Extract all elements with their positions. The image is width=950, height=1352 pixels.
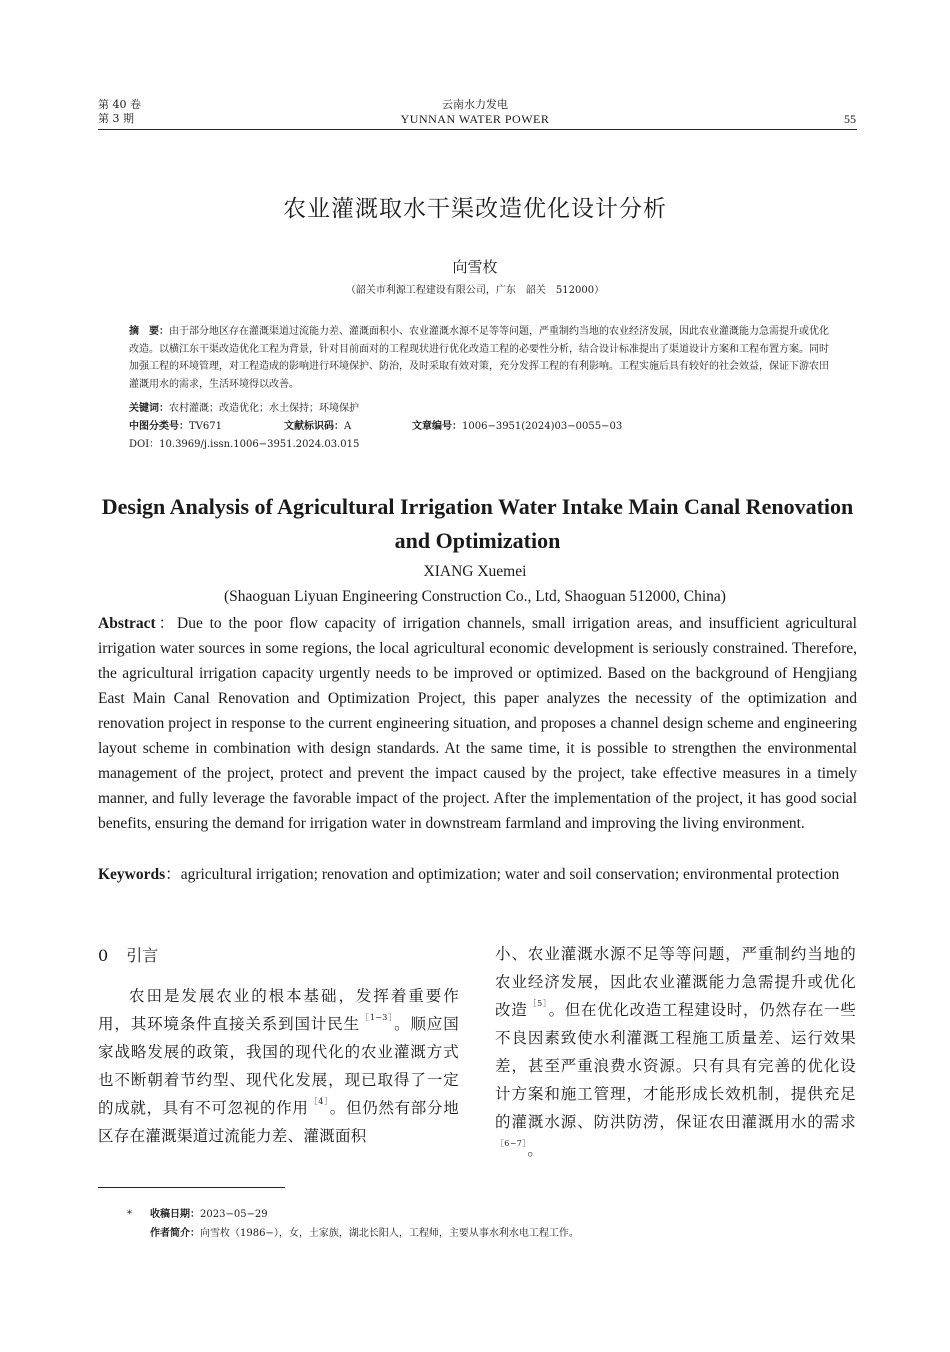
keywords-en-label: Keywords	[98, 866, 166, 883]
body-column-right	[495, 940, 856, 1164]
abstract-en-text: Due to the poor flow capacity of irrigation channels, small irrigation areas, and insufficient agricultural irrigation water sources in some regions, the local agricultural economic development is seriously constrained. Therefore, the agricultural irrigation capacity urgently needs to be improved or optimized. Based on the background of Hengjiang East Main Canal Renovation and Optimization Project, this paper analyzes the necessity of the optimization and renovation project in response to the current engineering situation, and proposes a channel design scheme and engineering layout scheme in combination with design standards. At the same time, it is possible to strengthen the environmental management of the project, protect and prevent the impact caused by the project, take effective measures in a timely manner, and fully leverage the favorable impact of the project. After the implementation of the project, it has good social benefits, ensuring the demand for irrigation water in downstream farmland and improving the living environment.	[98, 615, 857, 832]
header-rule	[98, 129, 857, 130]
bio-label: 作者简介：	[150, 1228, 200, 1239]
clc-label: 中图分类号：	[129, 421, 189, 432]
clc-value: TV671	[189, 421, 222, 432]
received-value: 2023−05−29	[200, 1209, 268, 1220]
doc-code-label: 文献标识码：	[284, 421, 344, 432]
article-no-label: 文章编号：	[412, 421, 462, 432]
affiliation-cn: （韶关市利源工程建设有限公司，广东 韶关 512000）	[345, 285, 605, 296]
body-text: 小、农业灌溉水源不足等等问题，严重制约当地的农业经济发展，因此农业灌溉能力急需提升或优化改造	[495, 945, 856, 1019]
page-number: 55	[844, 112, 856, 126]
clc-number	[129, 420, 222, 434]
body-text: 。但仍然有部分地区存在灌溉渠道过流能力差、灌溉面积	[98, 1099, 459, 1145]
footnote-star: *	[127, 1209, 132, 1220]
article-no-value: 1006−3951(2024)03−0055−03	[462, 421, 623, 432]
abstract-cn	[129, 323, 829, 393]
author-bio	[150, 1226, 579, 1242]
keywords-en-sep: ：	[165, 866, 181, 883]
paper-title-cn: 农业灌溉取水干渠改造优化设计分析	[283, 196, 667, 222]
keywords-en	[98, 862, 857, 887]
author-name-en: XIANG Xuemei	[423, 563, 527, 580]
abstract-en-sep: ：	[155, 615, 177, 632]
journal-name-cn: 云南水力发电	[442, 98, 508, 111]
keywords-cn	[129, 402, 359, 416]
body-text: 农田是发展农业的根本基础，发挥着重要作用，其环境条件直接关系到国计民生	[98, 987, 459, 1033]
affiliation-en: (Shaoguan Liyuan Engineering Construction Co., Ltd, Shaoguan 512000, China)	[224, 588, 726, 605]
issue-label: 第 3 期	[98, 112, 134, 125]
received-date	[150, 1207, 268, 1223]
doi: DOI：10.3969/j.issn.1006−3951.2024.03.015	[129, 439, 360, 450]
author-name-cn: 向雪枚	[452, 258, 498, 276]
journal-name-en: YUNNAN WATER POWER	[400, 112, 550, 126]
body-text: 。但在优化改造工程建设时，仍然存在一些不良因素致使水利灌溉工程施工质量差、运行效果差，甚至严重浪费水资源。只有具有完善的优化设计方案和施工管理，才能形成长效机制，提供充足的灌溉水源、防洪防涝，保证农田灌溉用水的需求	[495, 1001, 857, 1131]
footnote-rule	[98, 1187, 285, 1188]
section-number: 0	[98, 946, 109, 965]
citation-ref: ［6−7］	[496, 1139, 527, 1148]
document-code	[284, 420, 351, 434]
abstract-cn-text: 由于部分地区存在灌溉渠道过流能力差、灌溉面积小、农业灌溉水源不足等等问题，严重制约当地的农业经济发展，因此农业灌溉能力急需提升或优化改造。以横江东干渠改造优化工程为背景，针对目前面对的工程现状进行优化改造工程的必要性分析，结合设计标准提出了渠道设计方案和工程布置方案。同时加强工程的环境管理，对工程造成的影响进行环境保护、防治，及时采取有效对策，充分发挥工程的有利影响。工程实施后具有较好的社会效益，保证下游农田灌溉用水的需求，生活环境得以改善。	[129, 326, 829, 390]
received-label: 收稿日期：	[150, 1209, 200, 1220]
abstract-en-label: Abstract	[98, 615, 156, 632]
section-title: 引言	[126, 946, 159, 965]
bio-value: 向雪枚（1986−），女，土家族，湖北长阳人，工程师，主要从事水利水电工程工作。	[200, 1228, 579, 1239]
citation-ref: ［1−3］	[360, 1013, 394, 1022]
keywords-cn-label: 关键词：	[129, 403, 169, 414]
citation-ref: ［5］	[528, 999, 548, 1008]
article-number	[412, 420, 622, 434]
keywords-en-text: agricultural irrigation; renovation and optimization; water and soil conservation; environmental protection	[180, 866, 840, 883]
paper-title-en: Design Analysis of Agricultural Irrigation Water Intake Main Canal Renovation and Optimization	[101, 494, 854, 553]
body-text: 。顺应国家战略发展的政策，我国的现代化的农业灌溉方式也不断朝着节约型、现代化发展，现已取得了一定的成就，具有不可忽视的作用	[98, 1015, 459, 1117]
volume-label: 第 40 卷	[98, 98, 141, 111]
keywords-cn-text: 农村灌溉；改造优化；水土保持；环境保护	[169, 403, 359, 414]
citation-ref: ［4］	[309, 1097, 329, 1106]
abstract-cn-label: 摘 要：	[129, 326, 169, 337]
body-column-left	[98, 982, 459, 1150]
doc-code-value: A	[344, 421, 352, 432]
abstract-en	[98, 611, 857, 836]
body-text: 。	[527, 1141, 544, 1159]
section-heading	[98, 944, 158, 968]
